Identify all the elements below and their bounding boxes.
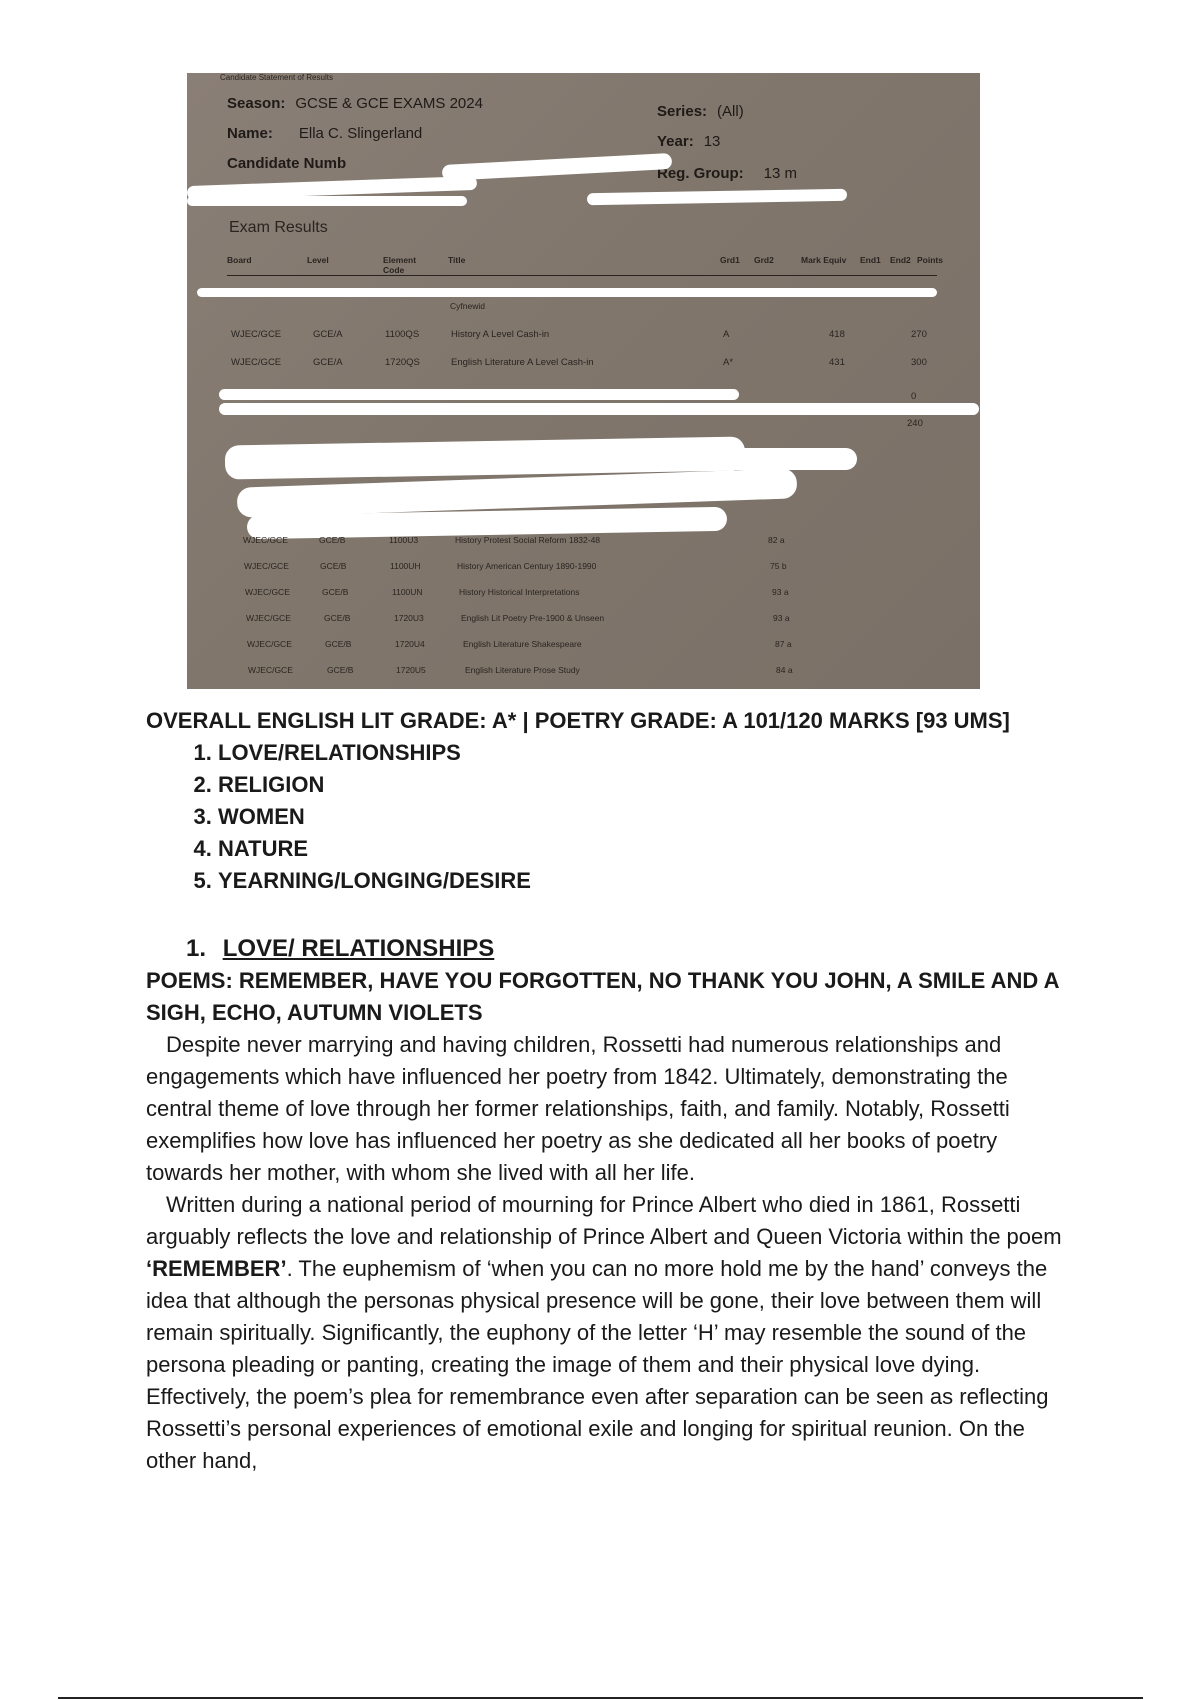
redaction-mark <box>197 288 937 297</box>
series-line <box>657 103 744 120</box>
redaction-mark <box>587 189 847 206</box>
name-line <box>227 125 422 142</box>
table-row: WJEC/GCE GCE/B 1100U3 History Protest Social Reform 1832-48 82 a <box>243 535 785 545</box>
list-item: 2. RELIGION <box>218 769 1066 801</box>
table-row: WJEC/GCE GCE/B 1720U4 English Literature Shakespeare 87 a <box>247 639 792 649</box>
themes-list <box>146 737 1066 897</box>
name-value: Ella C. Slingerland <box>298 125 423 142</box>
col-points: Points <box>917 255 943 265</box>
reg-group-label: Reg. Group: <box>657 165 744 182</box>
col-end1: End1 <box>860 255 881 265</box>
col-end2: End2 <box>890 255 911 265</box>
paragraph: Written during a national period of mourning for Prince Albert who died in 1861, Rossetti arguably reflects the love and relationship of Prince Albert and Queen Victoria within the poem ‘REMEMBER’. The euphemism of ‘when you can no more hold me by the hand’ conveys the idea that although the personas physical presence will be gone, their love between them will remain spiritually. Significantly, the euphony of the letter ‘H’ may resemble the sound of the persona pleading or panting, creating the image of them and their physical love dying. Effectively, the poem’s plea for remembrance even after separation can be seen as reflecting Rossetti’s personal experiences of emotional exile and longing for spiritual reunion. On the other hand, <box>146 1192 1062 1473</box>
season-value: GCSE & GCE EXAMS 2024 <box>295 95 483 112</box>
series-value: (All) <box>717 103 744 120</box>
document-body <box>146 705 1066 1477</box>
year-label: Year: <box>657 133 694 150</box>
redaction-mark <box>219 389 739 400</box>
list-item: 4. NATURE <box>218 833 1066 865</box>
candidate-line <box>227 155 356 172</box>
poems-line: POEMS: REMEMBER, HAVE YOU FORGOTTEN, NO THANK YOU JOHN, A SMILE AND A SIGH, ECHO, AUTUMN VIOLETS <box>146 968 1059 1025</box>
col-grd2: Grd2 <box>754 255 774 265</box>
redaction-mark <box>417 448 857 470</box>
candidate-label: Candidate Numb <box>227 155 347 172</box>
redaction-mark <box>442 153 673 181</box>
table-row: WJEC/GCE GCE/B 1720U5 English Literature Prose Study 84 a <box>248 665 793 675</box>
reg-group-value: 13 m <box>763 165 798 182</box>
table-row: WJEC/GCE GCE/B 1100UH History American Century 1890-1990 75 b <box>244 561 787 571</box>
col-board: Board <box>227 255 252 265</box>
year-line <box>657 133 720 150</box>
section-number: 1. <box>186 935 207 962</box>
redaction-mark <box>187 196 467 206</box>
season-label: Season: <box>227 95 286 112</box>
list-item: 3. WOMEN <box>218 801 1066 833</box>
results-table-header <box>227 253 943 276</box>
name-label: Name: <box>227 125 273 142</box>
list-item: 5. YEARNING/LONGING/DESIRE <box>218 865 1066 897</box>
section-heading <box>146 933 1066 965</box>
page-bottom-rule <box>58 1697 1143 1699</box>
season-line <box>227 95 483 112</box>
col-mark-equiv: Mark Equiv <box>801 255 847 265</box>
col-element-code: Element Code <box>383 255 417 275</box>
section-title: LOVE/ RELATIONSHIPS <box>222 935 495 962</box>
slip-title: Candidate Statement of Results <box>220 73 333 82</box>
results-slip-photo: Candidate Statement of Results Season: GCSE & GCE EXAMS 2024 Name: Ella C. Slingerland Candidate Numb Series: (All) Year: 13 Reg. Group: 13 m Exam Results Board Level Element Code Title Grd1 Grd2 Mark Equiv End1 End2 Points Cyfnewid WJEC/GCE GCE/A 1100QS History A Level Cash-in A 418 270 WJEC/GCE GCE/A 1720QS English Literature A Level Cash-in A* 431 300 0 240 WJEC/GCE GCE/B 1100U3 History Protest Social Reform 1832-48 82 a WJEC/GCE GCE/B 1100UH History American Century 1890-1990 75 b WJEC/GCE GCE/B 1100UN History Historical Interpretations 93 a WJEC/GCE GCE/B 1720U3 English Lit Poetry Pre-1900 & Unseen 93 a WJEC/GCE GCE/B 1720U4 English Literature Shakespeare 87 a WJEC/GCE GCE/B 1720U5 English Literature Prose Study 84 a <box>187 73 980 689</box>
poem-title-remember: ‘REMEMBER’ <box>146 1256 287 1281</box>
reg-group-line <box>657 165 797 182</box>
exam-results-label: Exam Results <box>229 219 328 236</box>
table-row: WJEC/GCE GCE/A 1100QS History A Level Cash-in A 418 270 <box>231 329 927 340</box>
col-title: Title <box>448 255 466 265</box>
table-row: WJEC/GCE GCE/A 1720QS English Literature A Level Cash-in A* 431 300 <box>231 357 927 368</box>
col-grd1: Grd1 <box>720 255 740 265</box>
table-row: WJEC/GCE GCE/B 1100UN History Historical Interpretations 93 a <box>245 587 789 597</box>
year-value: 13 <box>703 133 721 150</box>
table-row: WJEC/GCE GCE/B 1720U3 English Lit Poetry Pre-1900 & Unseen 93 a <box>246 613 790 623</box>
redaction-mark <box>219 403 979 415</box>
list-item: 1. LOVE/RELATIONSHIPS <box>218 737 1066 769</box>
paragraph: Despite never marrying and having children, Rossetti had numerous relationships and engagements which have influenced her poetry from 1842. Ultimately, demonstrating the central theme of love through her former relationships, faith, and family. Notably, Rossetti exemplifies how love has influenced her poetry as she dedicated all her books of poetry towards her mother, with whom she lived with all her life. <box>146 1032 1010 1185</box>
series-label: Series: <box>657 103 708 120</box>
overall-grade-heading: OVERALL ENGLISH LIT GRADE: A* | POETRY GRADE: A 101/120 MARKS [93 UMS] <box>146 708 1010 733</box>
col-level: Level <box>307 255 329 265</box>
